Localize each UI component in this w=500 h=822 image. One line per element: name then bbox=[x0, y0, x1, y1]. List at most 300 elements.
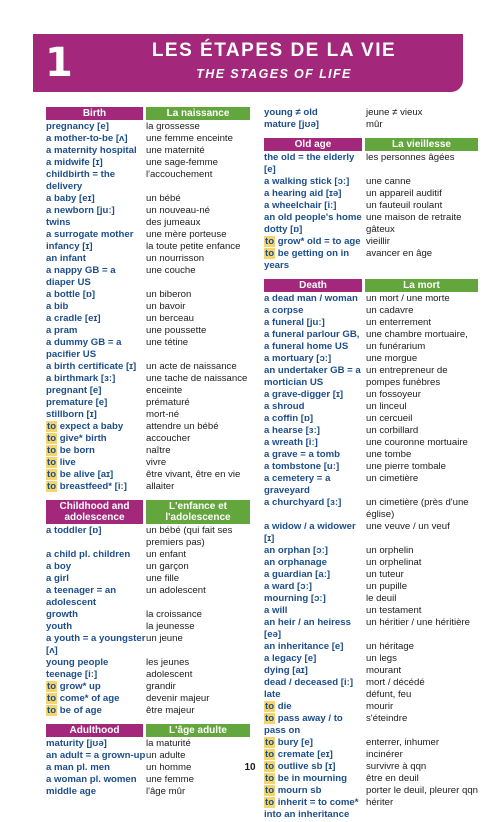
vocab-entry bbox=[264, 461, 478, 473]
french-translation: un appareil auditif bbox=[366, 188, 442, 199]
english-term: to come* of age bbox=[47, 693, 120, 704]
french-translation: un mort / une morte bbox=[366, 293, 450, 304]
vocab-entry bbox=[264, 593, 478, 605]
vocab-entry bbox=[264, 677, 478, 689]
french-translation: mûr bbox=[366, 119, 383, 130]
english-term: childbirth = the delivery bbox=[46, 169, 116, 192]
french-translation: enterrer, inhumer bbox=[366, 737, 440, 748]
vocab-entry bbox=[46, 445, 250, 457]
vocab-entry bbox=[46, 397, 250, 409]
french-translation: mourant bbox=[366, 665, 402, 676]
vocab-list bbox=[264, 293, 478, 821]
section-header bbox=[264, 279, 478, 292]
english-term: an orphan [ɔː] bbox=[264, 545, 328, 556]
section-childhood bbox=[46, 500, 250, 717]
english-term: a ward [ɔː] bbox=[264, 581, 312, 592]
french-translation: une couche bbox=[146, 265, 196, 276]
french-translation: un berceau bbox=[146, 313, 195, 324]
english-term: a hearse [ɜː] bbox=[264, 425, 320, 436]
vocab-entry bbox=[46, 253, 250, 265]
english-term: dying [aɪ] bbox=[264, 665, 308, 676]
vocab-entry bbox=[264, 437, 478, 449]
english-term: a funeral parlour GB, a funeral home US bbox=[264, 329, 360, 352]
header-fr: La mort bbox=[365, 279, 478, 292]
vocab-entry bbox=[264, 200, 478, 212]
french-translation: un bavoir bbox=[146, 301, 186, 312]
english-term: a toddler [ɒ] bbox=[46, 525, 102, 536]
english-term: a midwife [ɪ] bbox=[46, 157, 103, 168]
vocab-entry bbox=[46, 421, 250, 433]
vocab-entry bbox=[264, 449, 478, 461]
english-term: infancy [ɪ] bbox=[46, 241, 93, 252]
vocab-entry bbox=[264, 365, 478, 389]
english-term: a cemetery = a graveyard bbox=[264, 473, 331, 496]
french-translation: une tache de naissance bbox=[146, 373, 248, 384]
english-term: to be alive [aɪ] bbox=[47, 469, 114, 480]
french-translation: la croissance bbox=[146, 609, 202, 620]
french-translation: mort / décédé bbox=[366, 677, 425, 688]
french-translation: un jeune bbox=[146, 633, 183, 644]
vocab-entry bbox=[264, 737, 478, 749]
page-number: 10 bbox=[244, 762, 256, 773]
vocab-entry bbox=[264, 176, 478, 188]
french-translation: un fossoyeur bbox=[366, 389, 421, 400]
vocab-entry bbox=[264, 212, 478, 224]
vocab-entry bbox=[264, 605, 478, 617]
vocab-entry bbox=[46, 433, 250, 445]
french-translation: gâteux bbox=[366, 224, 395, 235]
english-term: a guardian [aː] bbox=[264, 569, 331, 580]
verb-marker: to bbox=[265, 737, 275, 748]
french-translation: grandir bbox=[146, 681, 176, 692]
english-term: a baby [eɪ] bbox=[46, 193, 95, 204]
french-translation: adolescent bbox=[146, 669, 193, 680]
vocab-entry bbox=[264, 119, 478, 131]
vocab-entry bbox=[264, 425, 478, 437]
verb-marker: to bbox=[47, 445, 57, 456]
english-term: a teenager = an adolescent bbox=[46, 585, 117, 608]
vocab-entry bbox=[264, 521, 478, 545]
french-translation: un acte de naissance bbox=[146, 361, 237, 372]
english-term: a woman pl. women bbox=[46, 774, 137, 785]
french-translation: devenir majeur bbox=[146, 693, 210, 704]
vocab-entry bbox=[46, 621, 250, 633]
french-translation: les personnes âgées bbox=[366, 152, 455, 163]
english-term: a funeral [juː] bbox=[264, 317, 325, 328]
english-term: pregnant [e] bbox=[46, 385, 102, 396]
vocab-entry bbox=[264, 773, 478, 785]
english-term: a mortuary [ɔː] bbox=[264, 353, 332, 364]
vocab-entry bbox=[264, 401, 478, 413]
vocab-entry bbox=[264, 569, 478, 581]
french-translation: prématuré bbox=[146, 397, 190, 408]
english-term: a nappy GB = a diaper US bbox=[46, 265, 116, 288]
vocab-entry bbox=[264, 224, 478, 236]
french-translation: un legs bbox=[366, 653, 397, 664]
header-en: Birth bbox=[46, 107, 143, 120]
vocab-entry bbox=[46, 481, 250, 493]
english-term: a maternity hospital bbox=[46, 145, 137, 156]
english-term: a bottle [ɒ] bbox=[46, 289, 96, 300]
section-death bbox=[264, 279, 478, 821]
english-term: teenage [iː] bbox=[46, 669, 98, 680]
english-term: a churchyard [ɜː] bbox=[264, 497, 342, 508]
english-term: to breastfeed* [iː] bbox=[47, 481, 127, 492]
english-term: an undertaker GB = a mortician US bbox=[264, 365, 361, 388]
french-translation: mort-né bbox=[146, 409, 180, 420]
english-term: premature [e] bbox=[46, 397, 108, 408]
verb-marker: to bbox=[47, 457, 57, 468]
vocab-entry bbox=[46, 693, 250, 705]
french-translation: un biberon bbox=[146, 289, 192, 300]
vocab-entry bbox=[264, 713, 478, 737]
french-translation: un bébé bbox=[146, 193, 181, 204]
verb-marker: to bbox=[265, 773, 275, 784]
french-translation: s'éteindre bbox=[366, 713, 408, 724]
english-term: a newborn [juː] bbox=[46, 205, 115, 216]
verb-marker: to bbox=[265, 701, 275, 712]
english-term: twins bbox=[46, 217, 71, 228]
french-translation: un nouveau-né bbox=[146, 205, 211, 216]
verb-marker: to bbox=[265, 785, 275, 796]
vocab-entry bbox=[46, 573, 250, 585]
english-term: a walking stick [ɔː] bbox=[264, 176, 350, 187]
french-translation: une morgue bbox=[366, 353, 418, 364]
french-translation: allaiter bbox=[146, 481, 175, 492]
vocab-entry bbox=[46, 337, 250, 361]
verb-marker: to bbox=[47, 469, 57, 480]
english-term: an orphanage bbox=[264, 557, 327, 568]
english-term: to grow* up bbox=[47, 681, 101, 692]
french-translation: un nourrisson bbox=[146, 253, 205, 264]
section-header bbox=[46, 500, 250, 524]
english-term: a grave-digger [ɪ] bbox=[264, 389, 344, 400]
french-translation: un bébé (qui fait ses premiers pas) bbox=[146, 525, 233, 548]
french-translation: des jumeaux bbox=[146, 217, 201, 228]
header-en: Adulthood bbox=[46, 724, 143, 737]
french-translation: un héritage bbox=[366, 641, 415, 652]
header-fr: La naissance bbox=[146, 107, 250, 120]
right-column bbox=[264, 107, 478, 822]
english-term: a birthmark [ɜː] bbox=[46, 373, 116, 384]
vocab-entry bbox=[46, 373, 250, 385]
french-translation: une chambre mortuaire, un funérarium bbox=[366, 329, 468, 352]
header-en: Childhood and adolescence bbox=[46, 500, 143, 524]
english-term: a cradle [eɪ] bbox=[46, 313, 101, 324]
french-translation: un cimetière (près d'une église) bbox=[366, 497, 469, 520]
french-translation: un adolescent bbox=[146, 585, 206, 596]
vocab-entry bbox=[46, 217, 250, 229]
vocab-entry bbox=[46, 669, 250, 681]
vocab-entry bbox=[46, 549, 250, 561]
english-term: to live bbox=[47, 457, 76, 468]
english-term: a corpse bbox=[264, 305, 304, 316]
chapter-banner bbox=[33, 34, 463, 92]
french-translation: les jeunes bbox=[146, 657, 190, 668]
english-term: a bib bbox=[46, 301, 69, 312]
french-translation: une maternité bbox=[146, 145, 205, 156]
french-translation: l'accouchement bbox=[146, 169, 213, 180]
french-translation: être majeur bbox=[146, 705, 195, 716]
vocab-entry bbox=[46, 633, 250, 657]
french-translation: un orphelin bbox=[366, 545, 414, 556]
left-column bbox=[46, 107, 250, 799]
verb-marker: to bbox=[47, 693, 57, 704]
french-translation: une pierre tombale bbox=[366, 461, 446, 472]
chapter-number: 1 bbox=[45, 40, 73, 86]
vocab-entry bbox=[264, 107, 478, 119]
english-term: to mourn sb bbox=[265, 785, 322, 796]
vocab-entry bbox=[46, 469, 250, 481]
vocab-entry bbox=[264, 749, 478, 761]
french-translation: un garçon bbox=[146, 561, 189, 572]
verb-marker: to bbox=[47, 433, 57, 444]
french-translation: accoucher bbox=[146, 433, 191, 444]
vocab-entry bbox=[46, 169, 250, 193]
vocab-entry bbox=[46, 205, 250, 217]
vocab-entry bbox=[264, 305, 478, 317]
english-term: the old = the elderly [e] bbox=[264, 152, 355, 175]
english-term: to die bbox=[265, 701, 292, 712]
header-fr: L'enfance et l'adolescence bbox=[146, 500, 250, 524]
vocab-entry bbox=[46, 193, 250, 205]
french-translation: porter le deuil, pleurer qqn bbox=[366, 785, 478, 796]
verb-marker: to bbox=[265, 749, 275, 760]
english-term: to cremate [eɪ] bbox=[265, 749, 333, 760]
french-translation: la grossesse bbox=[146, 121, 200, 132]
vocab-entry bbox=[46, 525, 250, 549]
french-translation: un cadavre bbox=[366, 305, 414, 316]
french-translation: la maturité bbox=[146, 738, 191, 749]
french-translation: être vivant, être en vie bbox=[146, 469, 241, 480]
section-header bbox=[46, 724, 250, 737]
vocab-entry bbox=[46, 774, 250, 786]
english-term: a tombstone [uː] bbox=[264, 461, 340, 472]
vocab-entry bbox=[46, 786, 250, 798]
french-translation: une canne bbox=[366, 176, 411, 187]
french-translation: attendre un bébé bbox=[146, 421, 219, 432]
french-translation: un testament bbox=[366, 605, 422, 616]
french-translation: hériter bbox=[366, 797, 394, 808]
vocab-entry bbox=[264, 689, 478, 701]
vocab-entry bbox=[264, 473, 478, 497]
french-translation: une maison de retraite bbox=[366, 212, 462, 223]
vocab-entry bbox=[264, 701, 478, 713]
english-term: to be getting on in years bbox=[264, 248, 350, 271]
english-term: pregnancy [e] bbox=[46, 121, 109, 132]
english-term: a will bbox=[264, 605, 288, 616]
vocab-entry bbox=[46, 385, 250, 397]
vocab-entry bbox=[46, 750, 250, 762]
english-term: young people bbox=[46, 657, 109, 668]
vocab-entry bbox=[264, 581, 478, 593]
chapter-title: LES ÉTAPES DE LA VIE bbox=[151, 40, 397, 61]
english-term: dotty [ɒ] bbox=[264, 224, 303, 235]
section-birth bbox=[46, 107, 250, 493]
english-term: an old people's home bbox=[264, 212, 362, 223]
english-term: a shroud bbox=[264, 401, 305, 412]
english-term: stillborn [ɪ] bbox=[46, 409, 97, 420]
french-translation: un linceul bbox=[366, 401, 407, 412]
vocab-entry bbox=[264, 617, 478, 641]
section-old-age bbox=[264, 138, 478, 272]
vocab-entry bbox=[264, 329, 478, 353]
english-term: a wreath [iː] bbox=[264, 437, 318, 448]
vocab-entry bbox=[46, 561, 250, 573]
vocab-entry bbox=[46, 457, 250, 469]
english-term: a dead man / woman bbox=[264, 293, 358, 304]
french-translation: l'âge mûr bbox=[146, 786, 186, 797]
french-translation: un enfant bbox=[146, 549, 187, 560]
vocab-entry bbox=[264, 545, 478, 557]
chapter-subtitle: THE STAGES OF LIFE bbox=[196, 67, 352, 81]
french-translation: survivre à qqn bbox=[366, 761, 427, 772]
english-term: mourning [ɔː] bbox=[264, 593, 326, 604]
english-term: an heir / an heiress [eə] bbox=[264, 617, 351, 640]
verb-marker: to bbox=[47, 421, 57, 432]
vocab-entry bbox=[46, 681, 250, 693]
english-term: a birth certificate [ɪ] bbox=[46, 361, 137, 372]
english-term: a dummy GB = a pacifier US bbox=[46, 337, 122, 360]
header-en: Death bbox=[264, 279, 362, 292]
english-term: youth bbox=[46, 621, 73, 632]
english-term: a hearing aid [ɪə] bbox=[264, 188, 342, 199]
verb-marker: to bbox=[265, 248, 275, 259]
english-term: a boy bbox=[46, 561, 72, 572]
vocab-entry bbox=[46, 705, 250, 717]
vocab-entry bbox=[264, 293, 478, 305]
vocab-entry bbox=[264, 188, 478, 200]
french-translation: un homme bbox=[146, 762, 192, 773]
english-term: a youth = a youngster [ʌ] bbox=[46, 633, 146, 656]
vocab-entry bbox=[264, 413, 478, 425]
vocab-entry bbox=[46, 145, 250, 157]
english-term: late bbox=[264, 689, 281, 700]
french-translation: une femme bbox=[146, 774, 194, 785]
english-term: to pass away / to pass on bbox=[264, 713, 343, 736]
french-translation: une couronne mortuaire bbox=[366, 437, 468, 448]
english-term: to outlive sb [ɪ] bbox=[265, 761, 336, 772]
french-translation: mourir bbox=[366, 701, 394, 712]
english-term: a child pl. children bbox=[46, 549, 131, 560]
french-translation: défunt, feu bbox=[366, 689, 412, 700]
french-translation: un cimetière bbox=[366, 473, 419, 484]
vocab-entry bbox=[46, 157, 250, 169]
verb-marker: to bbox=[265, 761, 275, 772]
french-translation: une fille bbox=[146, 573, 180, 584]
vocab-entry bbox=[46, 409, 250, 421]
vocab-entry bbox=[264, 797, 478, 821]
french-translation: un entrepreneur de pompes funèbres bbox=[366, 365, 448, 388]
vocab-entry bbox=[46, 313, 250, 325]
english-term: young ≠ old bbox=[264, 107, 318, 118]
french-translation: la jeunesse bbox=[146, 621, 195, 632]
french-translation: un enterrement bbox=[366, 317, 432, 328]
french-translation: un héritier / une héritière bbox=[366, 617, 470, 628]
vocab-entry bbox=[46, 609, 250, 621]
verb-marker: to bbox=[47, 481, 57, 492]
english-term: to be of age bbox=[47, 705, 102, 716]
english-term: maturity [jʊə] bbox=[46, 738, 107, 749]
verb-marker: to bbox=[265, 236, 275, 247]
french-translation: un pupille bbox=[366, 581, 408, 592]
header-fr: L'âge adulte bbox=[146, 724, 250, 737]
english-term: a pram bbox=[46, 325, 78, 336]
vocab-entry bbox=[46, 361, 250, 373]
vocab-entry bbox=[46, 657, 250, 669]
english-term: middle age bbox=[46, 786, 97, 797]
english-term: a grave = a tomb bbox=[264, 449, 340, 460]
french-translation: avancer en âge bbox=[366, 248, 433, 259]
english-term: an infant bbox=[46, 253, 86, 264]
french-translation: une poussette bbox=[146, 325, 207, 336]
vocab-entry bbox=[264, 248, 478, 272]
verb-marker: to bbox=[47, 681, 57, 692]
vocab-entry bbox=[46, 289, 250, 301]
vocab-entry bbox=[46, 325, 250, 337]
vocab-entry bbox=[264, 152, 478, 176]
french-translation: une mère porteuse bbox=[146, 229, 227, 240]
vocab-entry bbox=[264, 557, 478, 569]
english-term: to be born bbox=[47, 445, 95, 456]
vocab-list bbox=[46, 121, 250, 493]
french-translation: une tombe bbox=[366, 449, 412, 460]
vocab-entry bbox=[46, 229, 250, 241]
french-translation: être en deuil bbox=[366, 773, 419, 784]
verb-marker: to bbox=[265, 797, 275, 808]
section-adulthood bbox=[46, 724, 250, 798]
french-translation: le deuil bbox=[366, 593, 397, 604]
vocab-entry bbox=[264, 653, 478, 665]
french-translation: la toute petite enfance bbox=[146, 241, 241, 252]
english-term: a wheelchair [iː] bbox=[264, 200, 337, 211]
vocab-entry bbox=[264, 353, 478, 365]
vocab-entry bbox=[46, 121, 250, 133]
section-continued bbox=[264, 107, 478, 131]
french-translation: enceinte bbox=[146, 385, 183, 396]
section-header bbox=[46, 107, 250, 120]
vocab-entry bbox=[264, 665, 478, 677]
english-term: a mother-to-be [ʌ] bbox=[46, 133, 128, 144]
header-fr: La vieillesse bbox=[365, 138, 478, 151]
vocab-list bbox=[264, 107, 478, 131]
english-term: to expect a baby bbox=[47, 421, 124, 432]
vocab-list bbox=[264, 152, 478, 272]
vocab-entry bbox=[46, 738, 250, 750]
vocab-entry bbox=[264, 389, 478, 401]
english-term: to grow* old = to age bbox=[265, 236, 361, 247]
english-term: to inherit = to come* into an inheritance bbox=[264, 797, 359, 820]
english-term: dead / deceased [iː] bbox=[264, 677, 354, 688]
french-translation: naître bbox=[146, 445, 171, 456]
verb-marker: to bbox=[265, 713, 275, 724]
french-translation: jeune ≠ vieux bbox=[366, 107, 423, 118]
english-term: mature [jʊə] bbox=[264, 119, 320, 130]
french-translation: un adulte bbox=[146, 750, 186, 761]
english-term: a girl bbox=[46, 573, 69, 584]
french-translation: vieillir bbox=[366, 236, 390, 247]
english-term: an adult = a grown-up bbox=[46, 750, 146, 761]
english-term: a surrogate mother bbox=[46, 229, 134, 240]
french-translation: un tuteur bbox=[366, 569, 404, 580]
english-term: to be in mourning bbox=[265, 773, 348, 784]
french-translation: une sage-femme bbox=[146, 157, 218, 168]
vocab-entry bbox=[264, 785, 478, 797]
english-term: a legacy [e] bbox=[264, 653, 317, 664]
header-en: Old age bbox=[264, 138, 362, 151]
english-term: a coffin [ɒ] bbox=[264, 413, 314, 424]
french-translation: une tétine bbox=[146, 337, 189, 348]
